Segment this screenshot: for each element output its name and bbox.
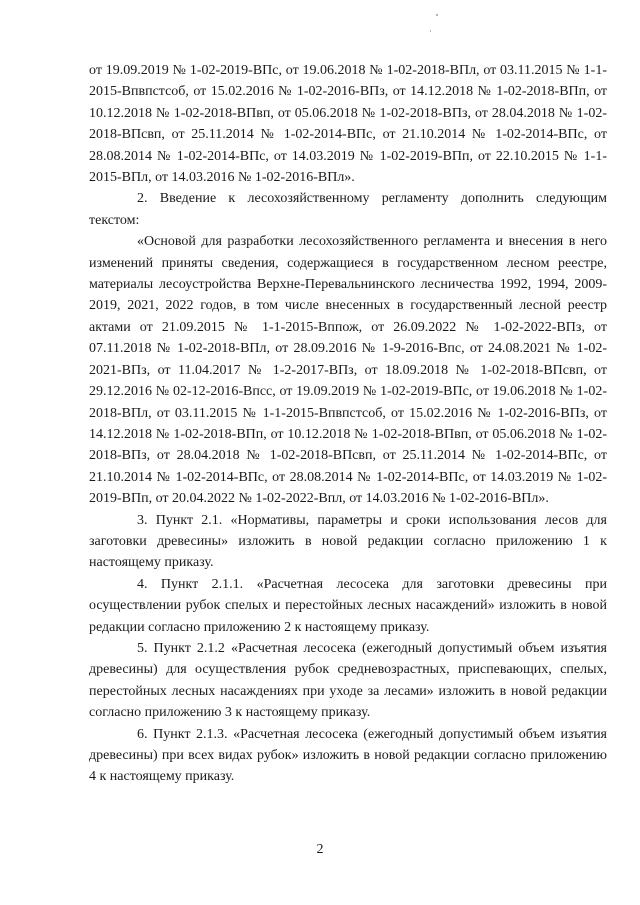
item-4-paragraph: 4. Пункт 2.1.1. «Расчетная лесосека для заготовки древесины при осуществлении рубок спелых и перестойных лесных насаждений» изложить в новой редакции согласно приложению 2 к настоящему приказу.	[89, 576, 607, 635]
item-3-paragraph: 3. Пункт 2.1. «Нормативы, параметры и сроки использования лесов для заготовки древесины» изложить в новой редакции согласно приложению 1 к настоящему приказу.	[89, 512, 607, 571]
scan-speck	[436, 14, 438, 16]
orders-continuation-paragraph: от 19.09.2019 № 1-02-2019-ВПс, от 19.06.2018 № 1-02-2018-ВПл, от 03.11.2015 № 1-1-2015-Впвпстсоб, от 15.02.2016 № 1-02-2016-ВПз, от 14.12.2018 № 1-02-2018-ВПп, от 10.12.2018 № 1-02-2018-ВПвп, от 05.06.2018 № 1-02-2018-ВПз, от 28.04.2018 № 1-02-2018-ВПсвп, от 25.11.2014 № 1-02-2014-ВПс, от 21.10.2014 № 1-02-2014-ВПс, от 28.08.2014 № 1-02-2014-ВПс, от 14.03.2019 № 1-02-2019-ВПп, от 22.10.2015 № 1-1-2015-ВПл, от 14.03.2016 № 1-02-2016-ВПл».	[89, 63, 607, 186]
item-6-paragraph: 6. Пункт 2.1.3. «Расчетная лесосека (ежегодный допустимый объем изъятия древесины) при всех видах рубок» изложить в новой редакции согласно приложению 4 к настоящему приказу.	[89, 726, 607, 785]
scan-speck	[430, 30, 431, 32]
document-body	[89, 60, 607, 788]
item-5-paragraph: 5. Пункт 2.1.2 «Расчетная лесосека (ежегодный допустимый объем изъятия древесины) для осуществления рубок средневозрастных, приспевающих, спелых, перестойных лесных насаждениях при уходе за лесами» изложить в новой редакции согласно приложению 3 к настоящему приказу.	[89, 640, 607, 721]
introduction-quote-paragraph: «Основой для разработки лесохозяйственного регламента и внесения в него изменений приняты сведения, содержащиеся в государственном лесном реестре, материалы лесоустройства Верхне-Перевальнинского лесничества 1992, 1994, 2009-2019, 2021, 2022 годов, в том числе внесенных в государственный лесной реестр актами от 21.09.2015 № 1-1-2015-Вппож, от 26.09.2022 № 1-02-2022-ВПз, от 07.11.2018 № 1-02-2018-ВПл, от 28.09.2016 № 1-9-2016-Впс, от 24.08.2021 № 1-02-2021-ВПз, от 11.04.2017 № 1-2-2017-ВПз, от 18.09.2018 № 1-02-2018-ВПсвп, от 29.12.2016 № 02-12-2016-Впсс, от 19.09.2019 № 1-02-2019-ВПс, от 19.06.2018 № 1-02-2018-ВПл, от 03.11.2015 № 1-1-2015-Впвпстсоб, от 15.02.2016 № 1-02-2016-ВПз, от 14.12.2018 № 1-02-2018-ВПп, от 10.12.2018 № 1-02-2018-ВПвп, от 05.06.2018 № 1-02-2018-ВПз, от 28.04.2018 № 1-02-2018-ВПсвп, от 25.11.2014 № 1-02-2014-ВПс, от 21.10.2014 № 1-02-2014-ВПс, от 28.08.2014 № 1-02-2014-ВПс, от 14.03.2019 № 1-02-2019-ВПп, от 20.04.2022 № 1-02-2022-Впл, от 14.03.2016 № 1-02-2016-ВПл».	[89, 234, 607, 507]
item-2-paragraph: 2. Введение к лесохозяйственному регламенту дополнить следующим текстом:	[89, 191, 607, 228]
page-number: 2	[316, 842, 324, 857]
